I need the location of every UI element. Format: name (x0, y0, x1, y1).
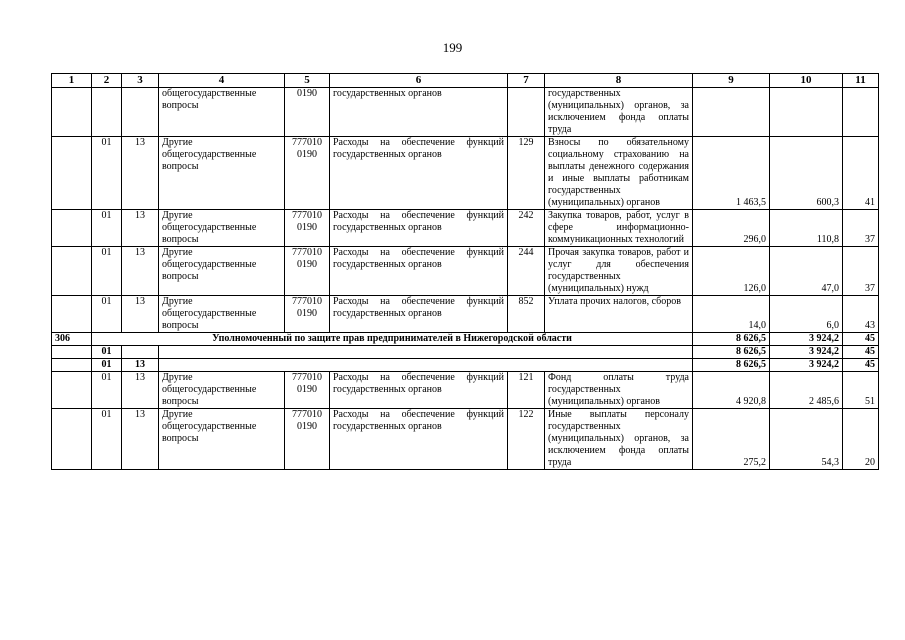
cell-executed: 3 924,2 (770, 359, 843, 372)
cell-amount: 4 920,8 (693, 372, 770, 409)
table-row (52, 88, 879, 137)
cell-target-article: 777010 0190 (285, 296, 330, 333)
cell-expense-type: 852 (508, 296, 545, 333)
cell-section: 01 (92, 359, 122, 372)
cell-agency-title: Уполномоченный по защите прав предпринимателей в Нижегородской области (92, 333, 693, 346)
cell-article-name: Расходы на обеспечение функций государственных органов (330, 210, 508, 247)
cell-subsection-name: общегосударственные вопросы (159, 88, 285, 137)
cell-article-name: Расходы на обеспечение функций государственных органов (330, 409, 508, 470)
cell-subsection: 13 (122, 137, 159, 210)
table-row (52, 210, 879, 247)
cell-section (92, 88, 122, 137)
cell-code (52, 409, 92, 470)
cell-amount: 8 626,5 (693, 346, 770, 359)
cell-section: 01 (92, 346, 122, 359)
table-row (52, 137, 879, 210)
cell-expense-type: 121 (508, 372, 545, 409)
cell-subsection: 13 (122, 296, 159, 333)
cell-percent: 45 (843, 346, 879, 359)
cell-subsection (122, 88, 159, 137)
cell-code (52, 372, 92, 409)
col-header: 4 (159, 74, 285, 88)
cell-percent: 45 (843, 333, 879, 346)
cell-expense-type: 122 (508, 409, 545, 470)
cell-amount (693, 88, 770, 137)
table-row (52, 247, 879, 296)
cell-code (52, 210, 92, 247)
cell-code (52, 346, 92, 359)
cell-subsection: 13 (122, 359, 159, 372)
cell-agency-code: 306 (52, 333, 92, 346)
cell-article-name: Расходы на обеспечение функций государственных органов (330, 296, 508, 333)
header-row (52, 74, 879, 88)
cell-section: 01 (92, 247, 122, 296)
cell-executed: 54,3 (770, 409, 843, 470)
section-row (52, 346, 879, 359)
cell-amount: 1 463,5 (693, 137, 770, 210)
agency-row (52, 333, 879, 346)
cell-percent: 45 (843, 359, 879, 372)
col-header: 1 (52, 74, 92, 88)
page-number: 199 (442, 40, 463, 55)
cell-subsection-name: Другие общегосударственные вопросы (159, 247, 285, 296)
cell-executed: 2 485,6 (770, 372, 843, 409)
cell-blank (159, 346, 693, 359)
cell-expense-name: государственных (муниципальных) органов, за исключением фонда оплаты труда (545, 88, 693, 137)
budget-table (51, 73, 879, 470)
cell-executed: 47,0 (770, 247, 843, 296)
cell-article-name: Расходы на обеспечение функций государственных органов (330, 137, 508, 210)
col-header: 11 (843, 74, 879, 88)
col-header: 2 (92, 74, 122, 88)
cell-executed: 6,0 (770, 296, 843, 333)
cell-executed: 600,3 (770, 137, 843, 210)
cell-subsection-name: Другие общегосударственные вопросы (159, 409, 285, 470)
cell-amount: 296,0 (693, 210, 770, 247)
cell-subsection: 13 (122, 247, 159, 296)
cell-article-name: государственных органов (330, 88, 508, 137)
cell-expense-name: Взносы по обязательному социальному страхованию на выплаты денежного содержания и иные выплаты работникам государственных (муниципальных) органов (545, 137, 693, 210)
cell-percent: 41 (843, 137, 879, 210)
cell-expense-type (508, 88, 545, 137)
section-row (52, 359, 879, 372)
col-header: 6 (330, 74, 508, 88)
cell-expense-name: Фонд оплаты труда государственных (муниципальных) органов (545, 372, 693, 409)
table-row (52, 409, 879, 470)
cell-subsection-name: Другие общегосударственные вопросы (159, 210, 285, 247)
cell-amount: 8 626,5 (693, 333, 770, 346)
cell-target-article: 777010 0190 (285, 372, 330, 409)
cell-percent: 20 (843, 409, 879, 470)
cell-subsection-name: Другие общегосударственные вопросы (159, 296, 285, 333)
cell-code (52, 88, 92, 137)
table-row (52, 372, 879, 409)
cell-percent (843, 88, 879, 137)
table-row (52, 296, 879, 333)
col-header: 9 (693, 74, 770, 88)
cell-subsection: 13 (122, 210, 159, 247)
col-header: 3 (122, 74, 159, 88)
col-header: 5 (285, 74, 330, 88)
cell-executed (770, 88, 843, 137)
cell-code (52, 137, 92, 210)
cell-expense-name: Иные выплаты персоналу государственных (муниципальных) органов, за исключением фонда оплаты труда (545, 409, 693, 470)
cell-amount: 275,2 (693, 409, 770, 470)
col-header: 7 (508, 74, 545, 88)
cell-executed: 3 924,2 (770, 333, 843, 346)
cell-target-article: 777010 0190 (285, 247, 330, 296)
cell-percent: 51 (843, 372, 879, 409)
cell-expense-name: Закупка товаров, работ, услуг в сфере информационно-коммуникационных технологий (545, 210, 693, 247)
cell-executed: 3 924,2 (770, 346, 843, 359)
cell-expense-name: Прочая закупка товаров, работ и услуг для обеспечения государственных (муниципальных) нужд (545, 247, 693, 296)
cell-target-article: 777010 0190 (285, 409, 330, 470)
cell-blank (159, 359, 693, 372)
cell-target-article: 0190 (285, 88, 330, 137)
cell-target-article: 777010 0190 (285, 210, 330, 247)
cell-subsection (122, 346, 159, 359)
cell-subsection: 13 (122, 372, 159, 409)
cell-subsection-name: Другие общегосударственные вопросы (159, 137, 285, 210)
cell-percent: 37 (843, 247, 879, 296)
cell-amount: 126,0 (693, 247, 770, 296)
cell-amount: 14,0 (693, 296, 770, 333)
cell-amount: 8 626,5 (693, 359, 770, 372)
cell-target-article: 777010 0190 (285, 137, 330, 210)
cell-section: 01 (92, 372, 122, 409)
cell-section: 01 (92, 409, 122, 470)
cell-code (52, 247, 92, 296)
col-header: 10 (770, 74, 843, 88)
cell-section: 01 (92, 137, 122, 210)
cell-expense-name: Уплата прочих налогов, сборов (545, 296, 693, 333)
cell-percent: 37 (843, 210, 879, 247)
cell-expense-type: 244 (508, 247, 545, 296)
cell-subsection: 13 (122, 409, 159, 470)
cell-executed: 110,8 (770, 210, 843, 247)
cell-article-name: Расходы на обеспечение функций государственных органов (330, 247, 508, 296)
cell-expense-type: 242 (508, 210, 545, 247)
cell-section: 01 (92, 296, 122, 333)
cell-article-name: Расходы на обеспечение функций государственных органов (330, 372, 508, 409)
cell-code (52, 296, 92, 333)
cell-subsection-name: Другие общегосударственные вопросы (159, 372, 285, 409)
col-header: 8 (545, 74, 693, 88)
cell-section: 01 (92, 210, 122, 247)
cell-code (52, 359, 92, 372)
cell-expense-type: 129 (508, 137, 545, 210)
cell-percent: 43 (843, 296, 879, 333)
